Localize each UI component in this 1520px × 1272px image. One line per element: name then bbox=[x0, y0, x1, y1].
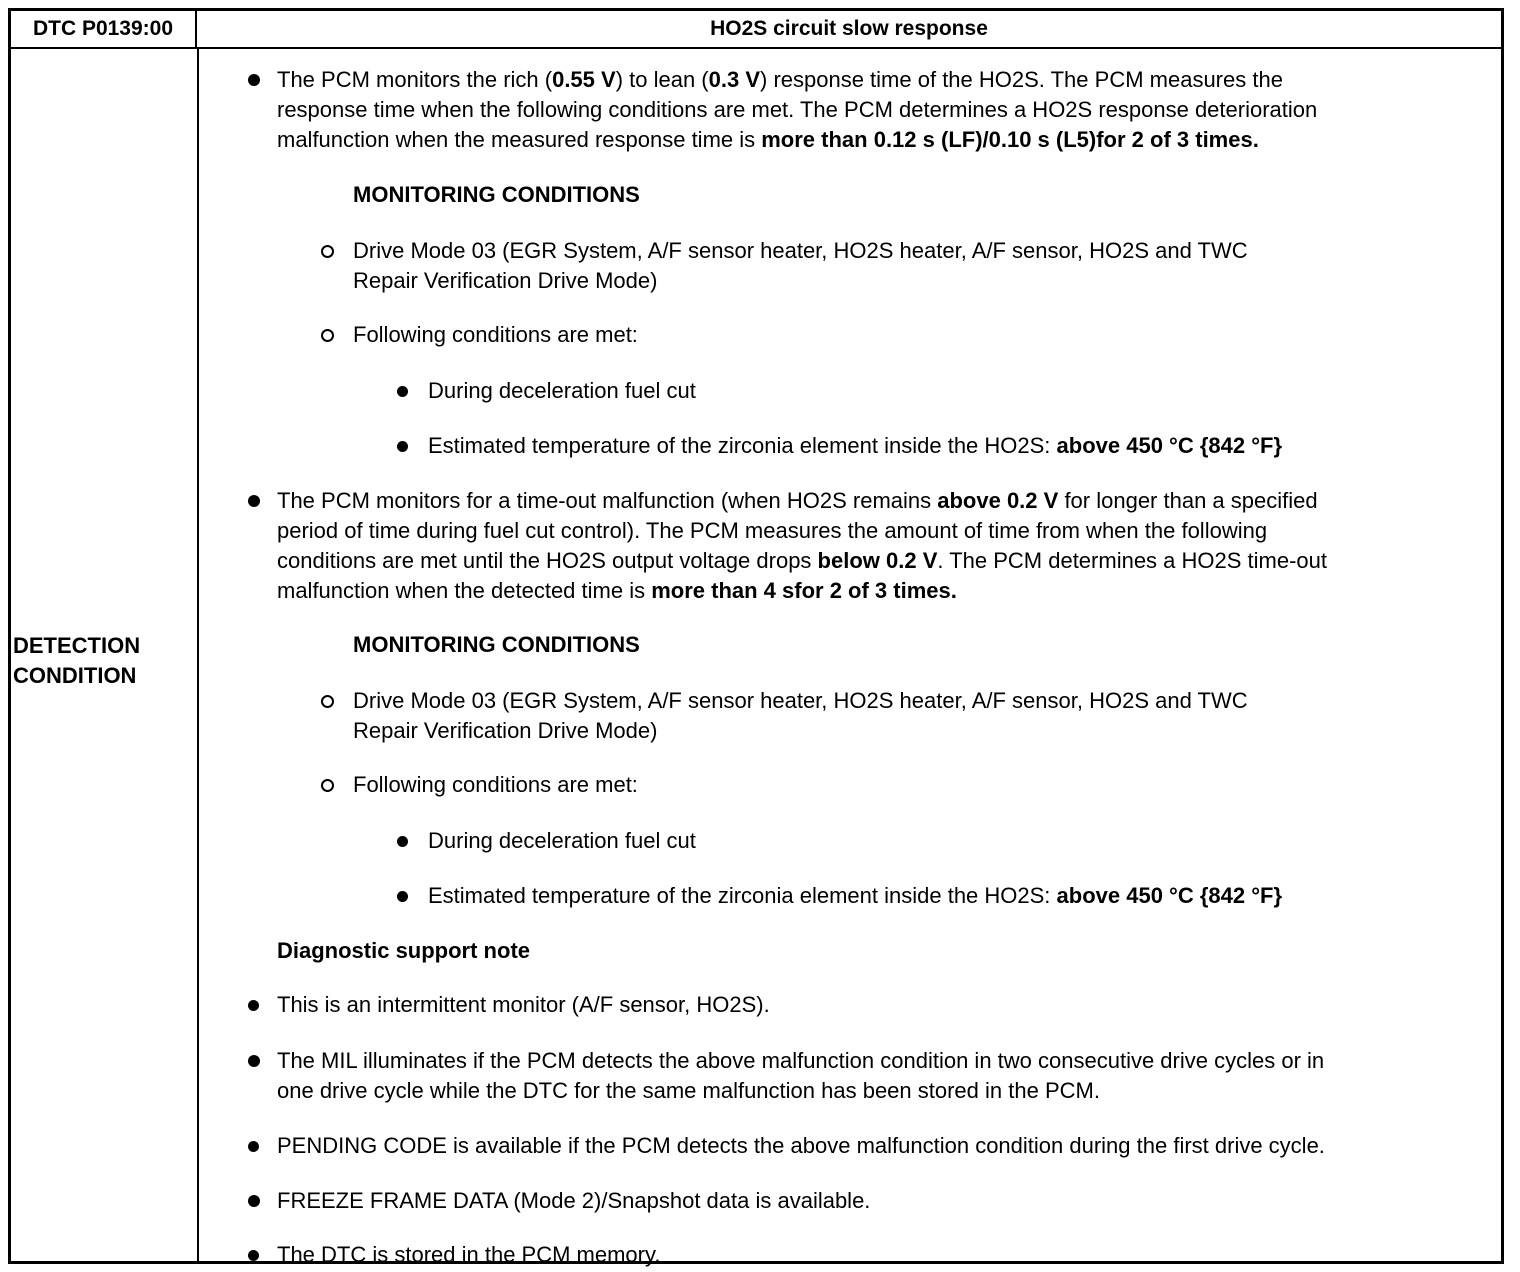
zirconia-temperature: Estimated temperature of the zirconia element inside the HO2S: above 450 °C {842 °F} bbox=[428, 883, 1283, 908]
p1-line2: response time when the following conditions are met. The PCM determines a HO2S response deterioration bbox=[277, 97, 1318, 122]
bullet-icon bbox=[397, 836, 408, 847]
note-freeze-frame: FREEZE FRAME DATA (Mode 2)/Snapshot data is available. bbox=[277, 1188, 871, 1213]
note-mil-line1: The MIL illuminates if the PCM detects the above malfunction condition in two consecutive drive cycles or in bbox=[277, 1048, 1325, 1073]
bullet-icon bbox=[248, 1250, 259, 1261]
drive-mode-line1: Drive Mode 03 (EGR System, A/F sensor heater, HO2S heater, A/F sensor, HO2S and TWC bbox=[353, 688, 1248, 713]
detection-condition-content bbox=[199, 49, 1501, 1267]
bullet-icon bbox=[248, 1000, 259, 1011]
circle-bullet-icon bbox=[321, 779, 334, 792]
note-dtc-stored: The DTC is stored in the PCM memory. bbox=[277, 1242, 661, 1267]
note-intermittent: This is an intermittent monitor (A/F sensor, HO2S). bbox=[277, 992, 770, 1017]
circle-bullet-icon bbox=[321, 245, 334, 258]
p2-line1: The PCM monitors for a time-out malfunction (when HO2S remains above 0.2 V for longer than a specified bbox=[277, 488, 1318, 513]
detection-condition-label bbox=[13, 631, 193, 691]
drive-mode-line1: Drive Mode 03 (EGR System, A/F sensor heater, HO2S heater, A/F sensor, HO2S and TWC bbox=[353, 238, 1248, 263]
circle-bullet-icon bbox=[321, 695, 334, 708]
following-conditions: Following conditions are met: bbox=[353, 772, 638, 797]
decel-fuel-cut: During deceleration fuel cut bbox=[428, 378, 696, 403]
monitoring-conditions-heading: MONITORING CONDITIONS bbox=[353, 632, 640, 657]
decel-fuel-cut: During deceleration fuel cut bbox=[428, 828, 696, 853]
bullet-icon bbox=[397, 386, 408, 397]
dtc-code-cell: DTC P0139:00 bbox=[11, 11, 197, 49]
zirconia-temperature: Estimated temperature of the zirconia element inside the HO2S: above 450 °C {842 °F} bbox=[428, 433, 1283, 458]
bullet-icon bbox=[248, 74, 260, 86]
p2-line2: period of time during fuel cut control). The PCM measures the amount of time from when the following bbox=[277, 518, 1268, 543]
dtc-title-cell: HO2S circuit slow response bbox=[197, 11, 1501, 49]
bullet-icon bbox=[248, 495, 260, 507]
p2-line4: malfunction when the detected time is more than 4 sfor 2 of 3 times. bbox=[277, 578, 957, 603]
drive-mode-line2: Repair Verification Drive Mode) bbox=[353, 268, 658, 293]
p1-line1: The PCM monitors the rich (0.55 V) to lean (0.3 V) response time of the HO2S. The PCM measures the bbox=[277, 67, 1283, 92]
bullet-icon bbox=[248, 1195, 260, 1207]
drive-mode-line2: Repair Verification Drive Mode) bbox=[353, 718, 658, 743]
p1-line3: malfunction when the measured response time is more than 0.12 s (LF)/0.10 s (L5)for 2 of 3 times. bbox=[277, 127, 1259, 152]
following-conditions: Following conditions are met: bbox=[353, 322, 638, 347]
circle-bullet-icon bbox=[321, 329, 334, 342]
monitoring-conditions-heading: MONITORING CONDITIONS bbox=[353, 182, 640, 207]
p2-line3: conditions are met until the HO2S output voltage drops below 0.2 V. The PCM determines a HO2S time-out bbox=[277, 548, 1328, 573]
bullet-icon bbox=[397, 891, 408, 902]
diagnostic-support-note-heading: Diagnostic support note bbox=[277, 938, 530, 963]
bullet-icon bbox=[248, 1055, 260, 1067]
row-label-line2: CONDITION bbox=[13, 663, 137, 688]
note-pending-code: PENDING CODE is available if the PCM detects the above malfunction condition during the first drive cycle. bbox=[277, 1133, 1325, 1158]
dtc-table bbox=[8, 8, 1504, 1267]
bullet-icon bbox=[248, 1141, 259, 1152]
row-label-line1: DETECTION bbox=[13, 633, 141, 658]
bullet-icon bbox=[397, 441, 408, 452]
note-mil-line2: one drive cycle while the DTC for the same malfunction has been stored in the PCM. bbox=[277, 1078, 1100, 1103]
